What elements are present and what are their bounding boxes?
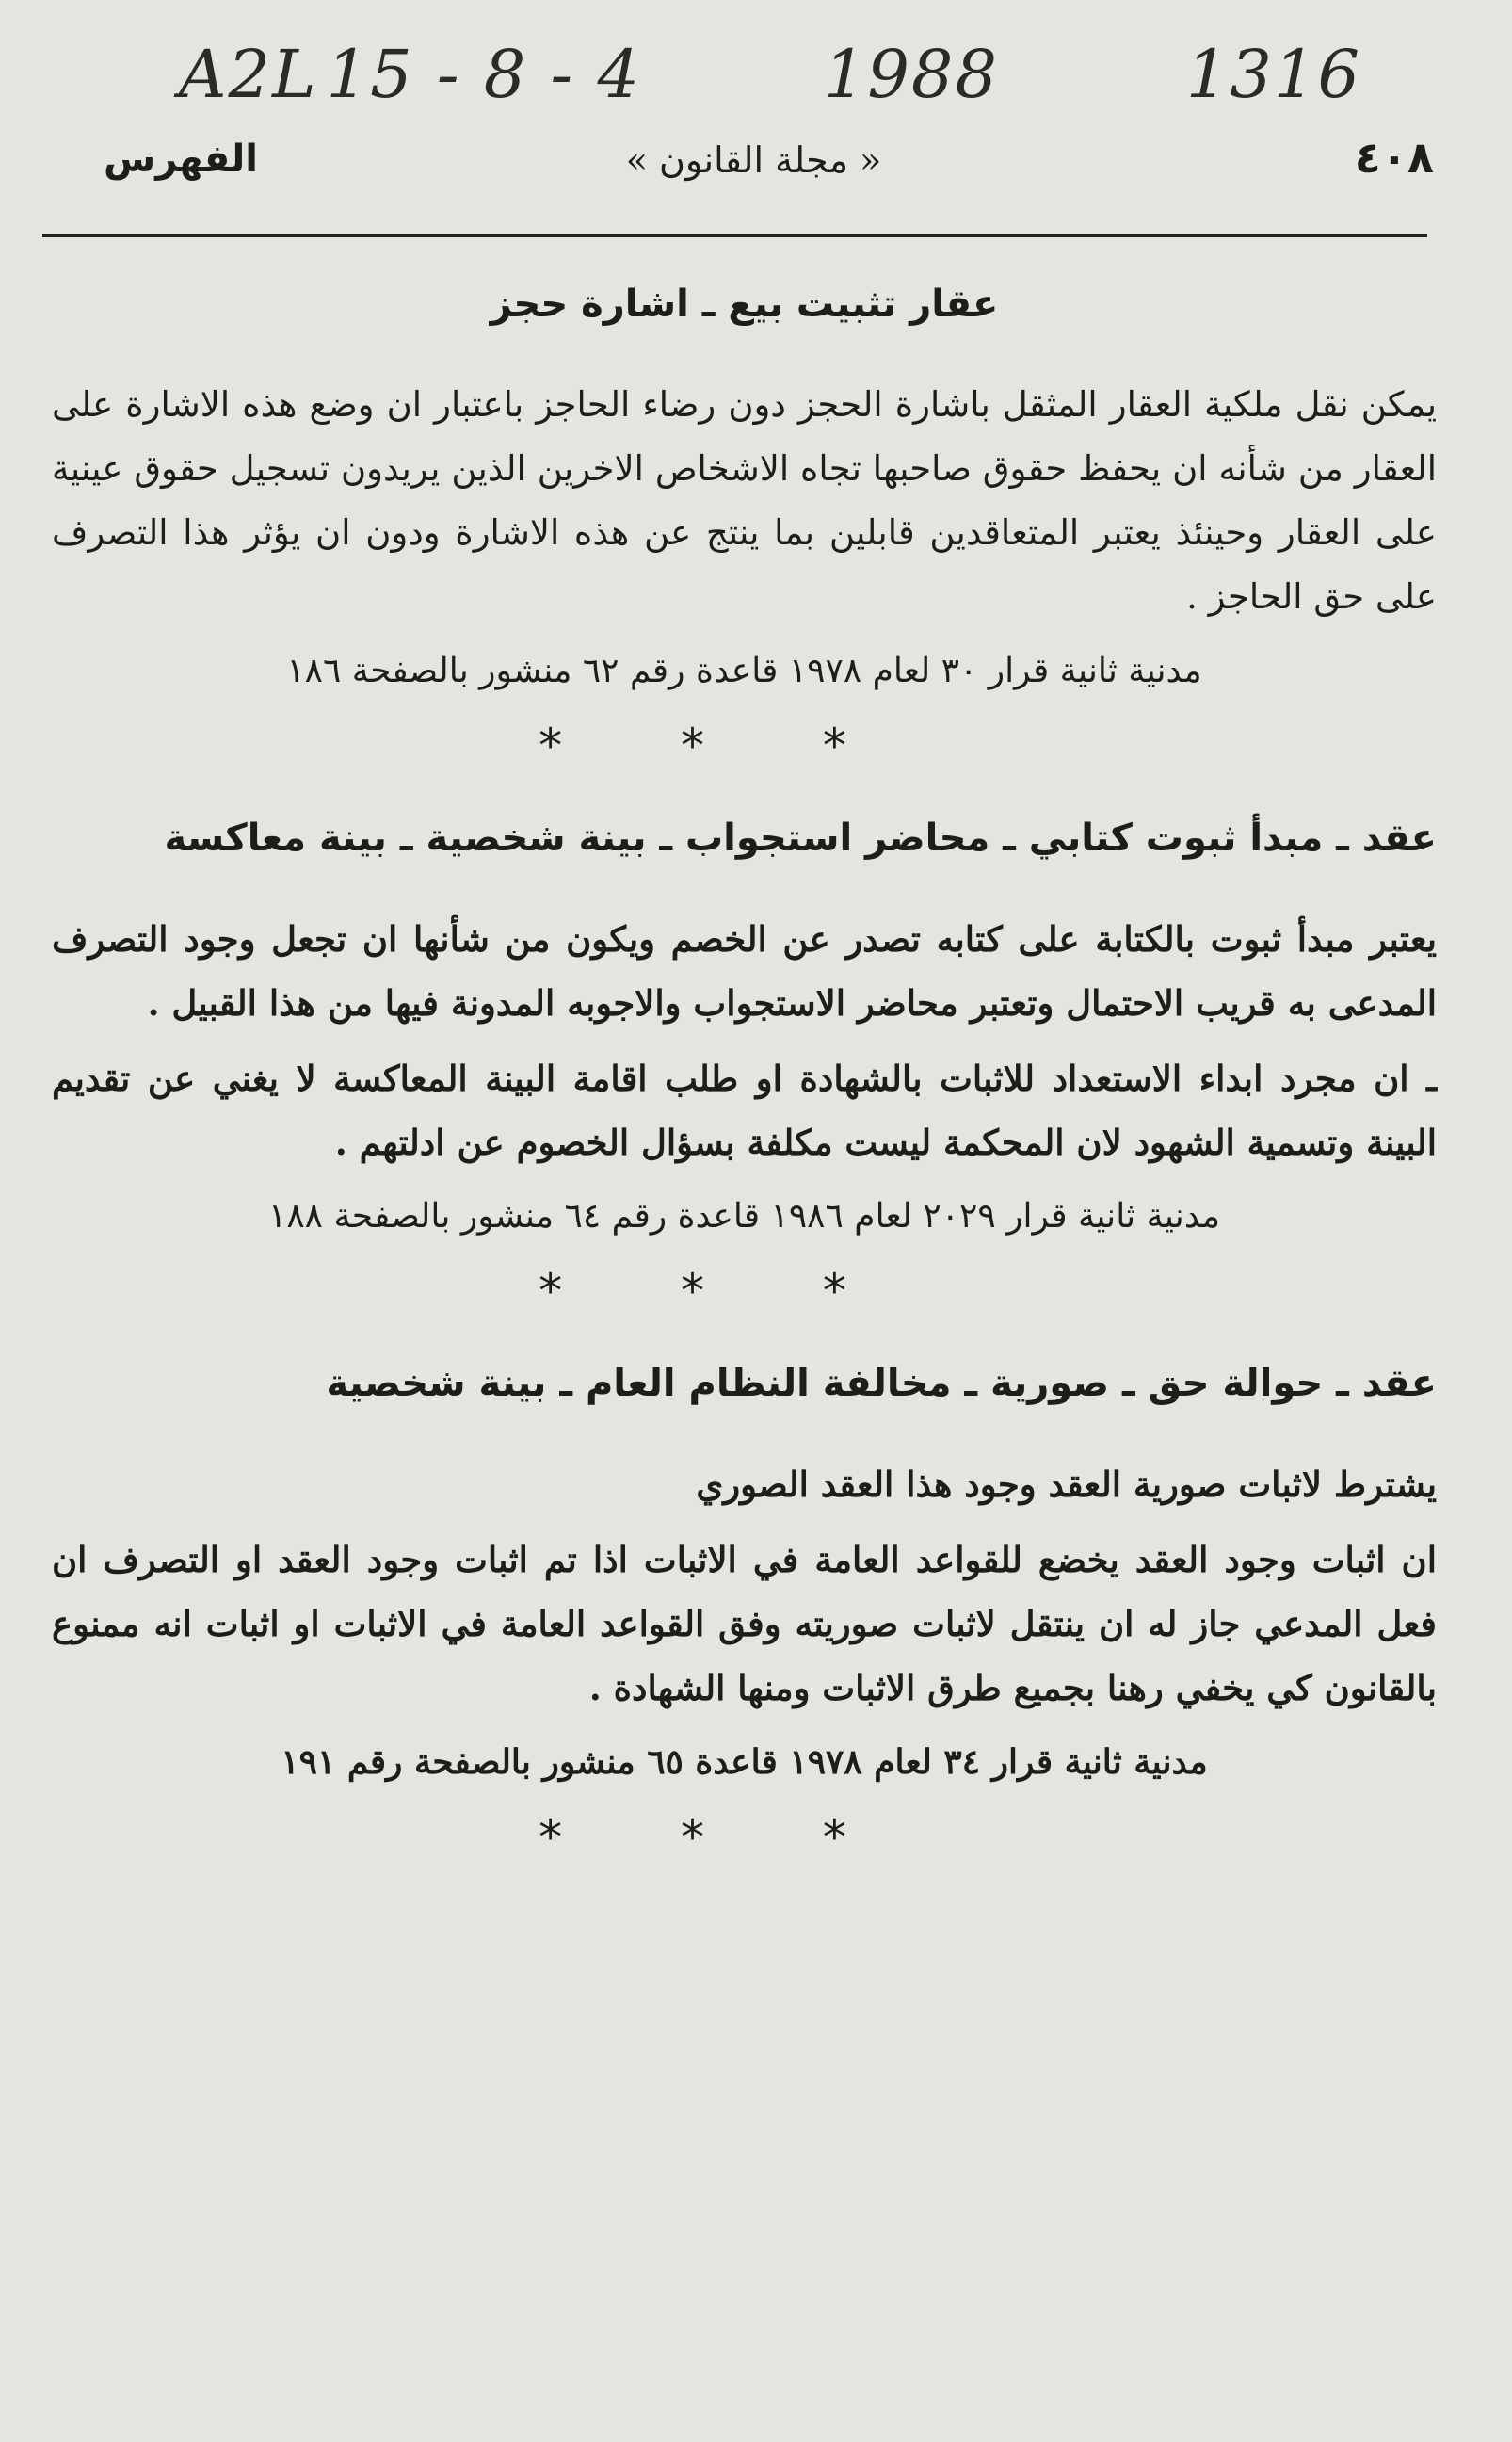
section-separator: * * * <box>539 719 898 773</box>
page-number: ٤٠٨ <box>1354 132 1434 183</box>
entry-paragraph: ـ ان مجرد ابداء الاستعداد للاثبات بالشهادة او طلب اقامة البينة المعاكسة لا يغني عن تقديم البينة وتسمية الشهود لان المحكمة ليست مكلفة بسؤال الخصوم عن ادلتهم . <box>52 1058 1437 1163</box>
entry-title: عقد ـ حوالة حق ـ صورية ـ مخالفة النظام العام ـ بينة شخصية <box>326 1362 1437 1405</box>
entry-lead: يشترط لاثبات صورية العقد وجود هذا العقد الصوري <box>696 1464 1437 1505</box>
entry-reference: مدنية ثانية قرار ٢٠٢٩ لعام ١٩٨٦ قاعدة رقم ٦٤ منشور بالصفحة ١٨٨ <box>268 1197 1220 1236</box>
handwritten-code: A2L <box>179 36 318 113</box>
entry-paragraph: ان اثبات وجود العقد يخضع للقواعد العامة في الاثبات اذا تم اثبات وجود العقد او التصرف ان فعل المدعي جاز له ان ينتقل لاثبات صوريته وفق القواعد العامة في الاثبات او اثبات انه ممنوع بالقانون كي يخفي رهنا بجميع طرق الاثبات ومنها الشهادة . <box>52 1539 1437 1708</box>
entry-title: عقار تثبيت بيع ـ اشارة حجز <box>490 283 999 326</box>
entry-reference: مدنية ثانية قرار ٣٤ لعام ١٩٧٨ قاعدة ٦٥ منشور بالصفحة رقم ١٩١ <box>281 1742 1208 1782</box>
header-rule <box>42 234 1427 237</box>
page-header <box>66 132 1441 217</box>
entry-paragraph: يعتبر مبدأ ثبوت بالكتابة على كتابه تصدر عن الخصم ويكون من شأنها ان تجعل وجود التصرف المدعى به قريب الاحتمال وتعتبر محاضر الاستجواب والاجوبه المدونة فيها من هذا القبيل . <box>52 918 1437 1024</box>
entry-2 <box>52 817 1437 1236</box>
entry-paragraph: يمكن نقل ملكية العقار المثقل باشارة الحجز دون رضاء الحاجز باعتبار ان وضع هذه الاشارة على العقار من شأنه ان يحفظ حقوق صاحبها تجاه الاشخاص الاخرين الذين يريدون تسجيل حقوق عينية على العقار وحينئذ يعتبر المتعاقدين قابلين بما ينتج عن هذه الاشارة ودون ان يؤثر هذا التصرف على حق الحاجز . <box>52 384 1437 617</box>
entry-title: عقد ـ مبدأ ثبوت كتابي ـ محاضر استجواب ـ بينة شخصية ـ بينة معاكسة <box>164 817 1437 860</box>
journal-name: « مجلة القانون » <box>625 139 882 181</box>
entry-3 <box>52 1362 1437 1782</box>
handwritten-year: 1988 <box>823 36 999 113</box>
entry-reference: مدنية ثانية قرار ٣٠ لعام ١٩٧٨ قاعدة رقم ٦٢ منشور بالصفحة ١٨٦ <box>286 652 1202 690</box>
handwritten-date: 15 - 8 - 4 <box>326 36 641 113</box>
entry-1 <box>52 283 1437 690</box>
page-content <box>52 283 1437 1908</box>
section-label: الفهرس <box>104 137 259 181</box>
section-separator: * * * <box>539 1264 898 1318</box>
handwritten-serial: 1316 <box>1185 36 1361 113</box>
section-separator: * * * <box>539 1810 898 1865</box>
